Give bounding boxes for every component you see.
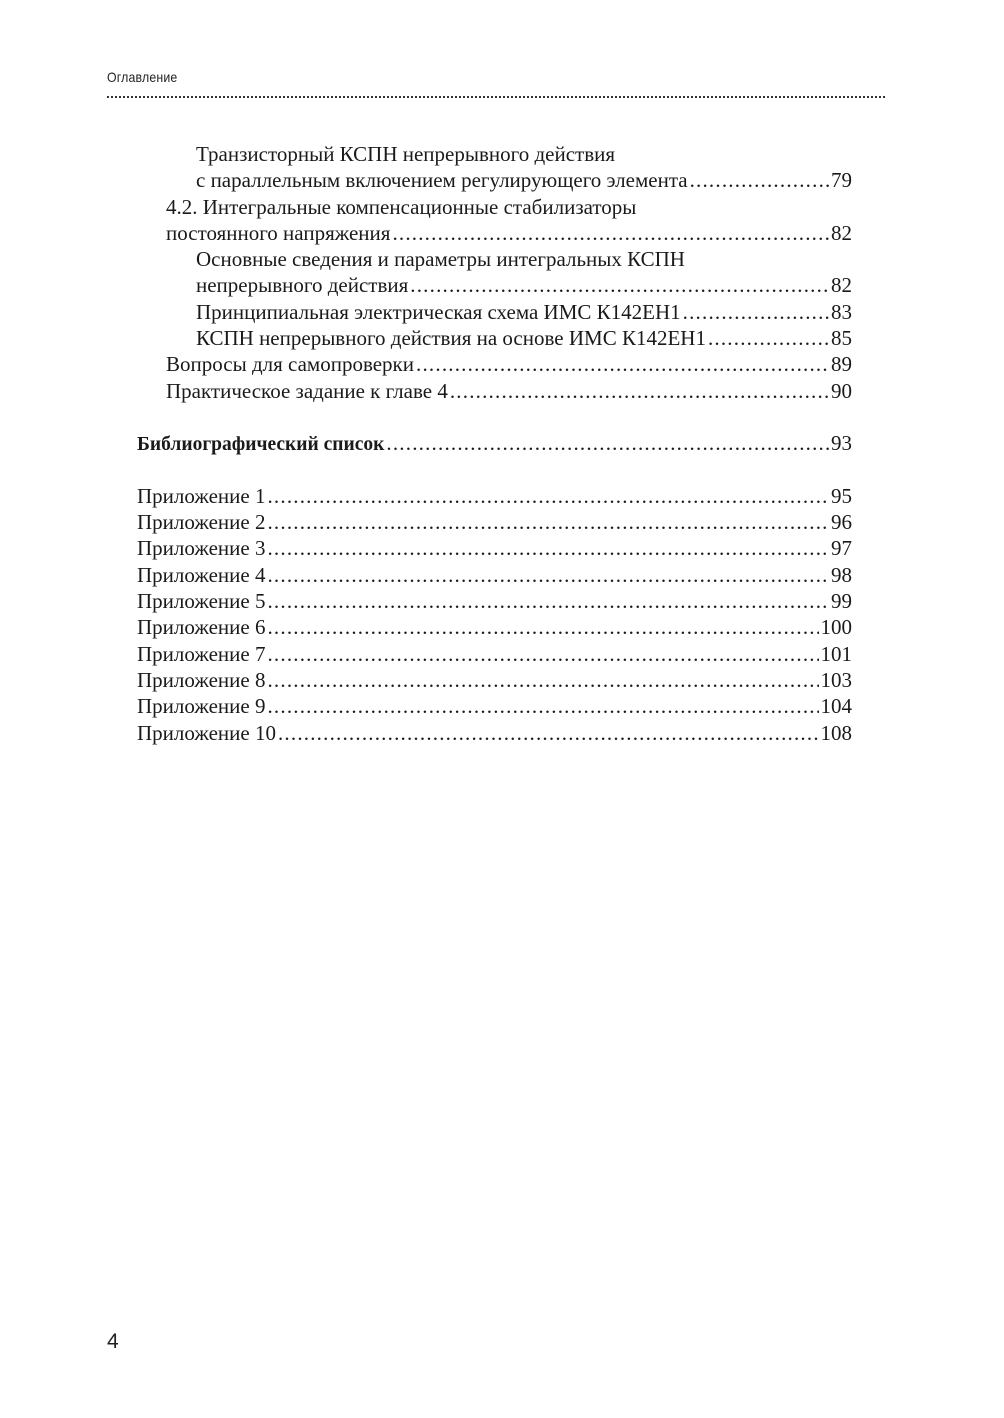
- dot-leader: [267, 588, 829, 614]
- toc-page-number: 96: [831, 510, 852, 535]
- toc-entry-appendix[interactable]: [137, 641, 852, 667]
- toc-entry-text: Приложение 6: [137, 615, 266, 640]
- toc-entry-appendix[interactable]: [137, 588, 852, 614]
- toc-page-number: 79: [831, 168, 852, 193]
- dot-leader: [278, 720, 819, 746]
- toc-entry-text: Приложение 1: [137, 483, 266, 508]
- toc-entry-text: Основные сведения и параметры интегральных КСПН: [196, 247, 685, 272]
- toc-entry-text: Приложение 3: [137, 536, 266, 561]
- dot-leader: [267, 562, 829, 588]
- dot-leader: [267, 641, 818, 667]
- toc-entry-appendix[interactable]: [137, 535, 852, 561]
- dot-leader: [267, 535, 829, 561]
- toc-page-number: 95: [831, 483, 852, 508]
- toc-page-number: 100: [820, 615, 852, 640]
- toc-page-number: 98: [831, 562, 852, 587]
- toc-entry-text: 4.2. Интегральные компенсационные стабилизаторы: [166, 194, 637, 219]
- toc-entry[interactable]: [137, 299, 852, 325]
- toc-page-number: 93: [831, 431, 852, 456]
- dot-leader: [683, 299, 829, 325]
- toc-entry-appendix[interactable]: [137, 509, 852, 535]
- toc-page-number: 101: [820, 641, 852, 666]
- toc-entry-text: Вопросы для самопроверки: [166, 352, 415, 377]
- toc-entry-title-line: [137, 246, 852, 272]
- toc-entry-text: КСПН непрерывного действия на основе ИМС К142ЕН1: [196, 326, 706, 351]
- toc-entry-bibliography[interactable]: [137, 430, 852, 456]
- running-title: Оглавление: [107, 69, 178, 85]
- toc-page-number: 89: [831, 352, 852, 377]
- toc-spacer: [137, 404, 852, 430]
- toc-entry-appendix[interactable]: [137, 483, 852, 509]
- toc-entry[interactable]: [137, 378, 852, 404]
- toc-entry-text: Приложение 9: [137, 694, 266, 719]
- toc-entry-text: Приложение 8: [137, 667, 266, 692]
- dot-leader: [690, 167, 829, 193]
- toc-entry[interactable]: [137, 325, 852, 351]
- toc-page-number: 103: [820, 667, 852, 692]
- toc-entry-text: Приложение 2: [137, 510, 266, 535]
- toc-entry-text: Приложение 7: [137, 641, 266, 666]
- toc-entry-appendix[interactable]: [137, 720, 852, 746]
- toc-page-number: 108: [820, 720, 852, 745]
- page-number: 4: [107, 1330, 119, 1353]
- toc-entry-appendix[interactable]: [137, 614, 852, 640]
- toc-entry-text: Приложение 10: [137, 720, 276, 745]
- dot-leader: [708, 325, 829, 351]
- table-of-contents: [137, 141, 852, 746]
- toc-entry-appendix[interactable]: [137, 562, 852, 588]
- header-dotted-rule: [107, 96, 885, 98]
- toc-page-number: 90: [831, 378, 852, 403]
- toc-entry-text: Транзисторный КСПН непрерывного действия: [196, 142, 616, 166]
- toc-page-number: 83: [831, 299, 852, 324]
- toc-entry-title-line: [137, 194, 852, 220]
- toc-entry-text: с параллельным включением регулирующего элемента: [196, 168, 688, 193]
- dot-leader: [267, 509, 829, 535]
- toc-page-number: 99: [831, 589, 852, 614]
- toc-entry-text: Приложение 4: [137, 562, 266, 587]
- toc-entry[interactable]: [137, 351, 852, 377]
- toc-entry-appendix[interactable]: [137, 667, 852, 693]
- dot-leader: [267, 614, 818, 640]
- toc-entry-text: Библиографический список: [137, 434, 385, 456]
- toc-entry-appendix[interactable]: [137, 693, 852, 719]
- toc-entry-text: Практическое задание к главе 4: [166, 378, 448, 403]
- dot-leader: [392, 220, 829, 246]
- toc-spacer: [137, 457, 852, 483]
- dot-leader: [410, 272, 829, 298]
- toc-entry-title-line: [137, 141, 852, 167]
- toc-entry-text: непрерывного действия: [196, 273, 409, 298]
- dot-leader: [267, 667, 818, 693]
- toc-page-number: 82: [831, 220, 852, 245]
- toc-page-number: 97: [831, 536, 852, 561]
- dot-leader: [267, 693, 818, 719]
- toc-entry[interactable]: [137, 167, 852, 193]
- toc-page-number: 82: [831, 273, 852, 298]
- toc-entry-text: Приложение 5: [137, 589, 266, 614]
- toc-entry[interactable]: [137, 272, 852, 298]
- dot-leader: [416, 351, 829, 377]
- toc-page-number: 104: [820, 694, 852, 719]
- dot-leader: [267, 483, 829, 509]
- toc-entry[interactable]: [137, 220, 852, 246]
- toc-page-number: 85: [831, 326, 852, 351]
- toc-entry-text: постоянного напряжения: [166, 220, 391, 245]
- toc-entry-text: Принципиальная электрическая схема ИМС К142ЕН1: [196, 299, 681, 324]
- dot-leader: [386, 430, 829, 456]
- dot-leader: [450, 378, 829, 404]
